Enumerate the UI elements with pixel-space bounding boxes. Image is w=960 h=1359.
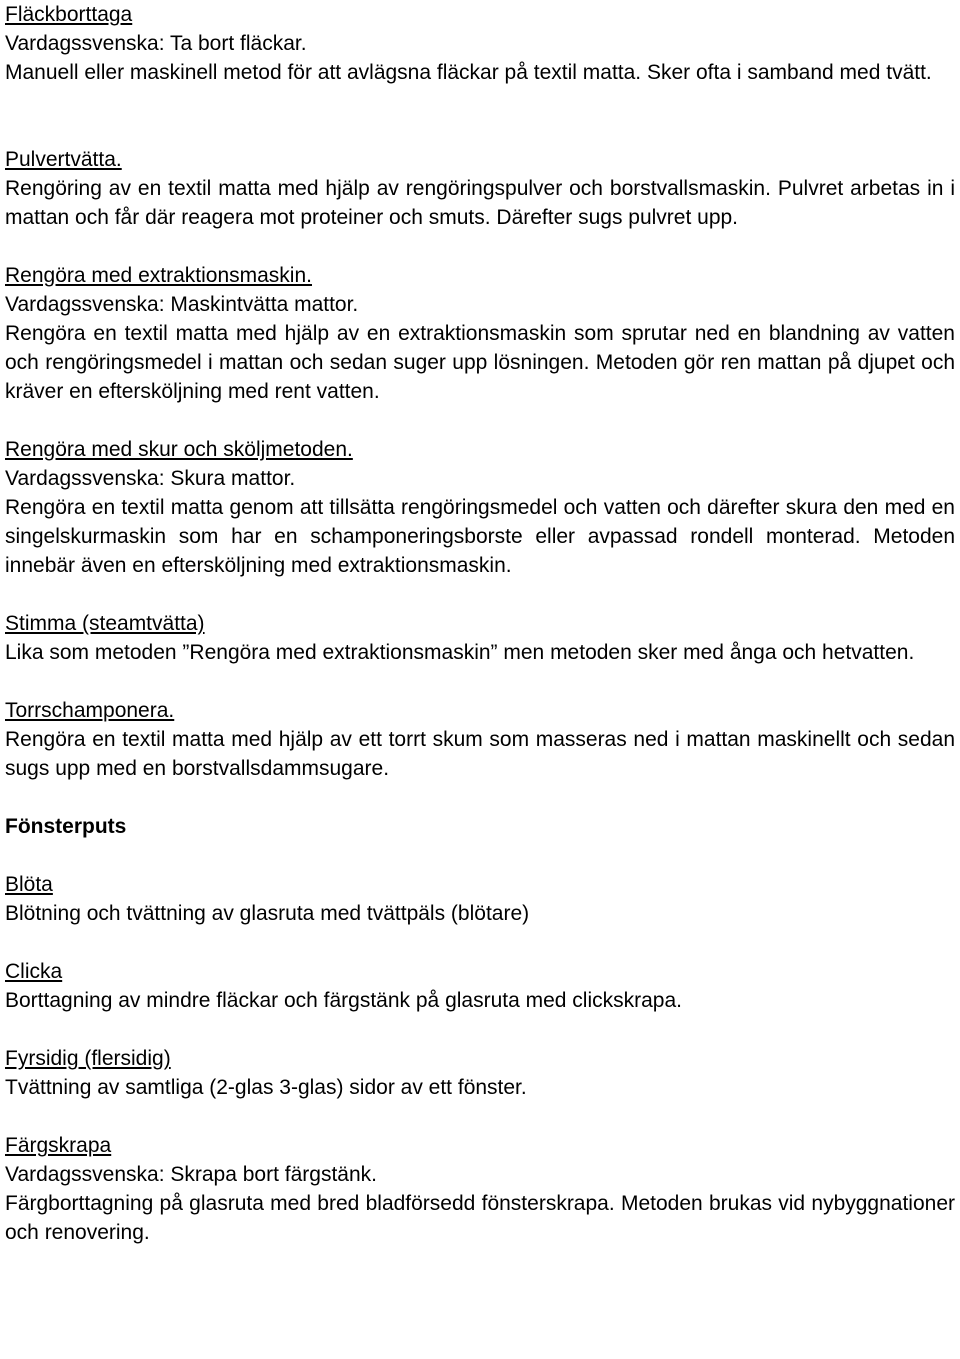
definition-text: Borttagning av mindre fläckar och färgstänk på glasruta med clickskrapa. — [5, 989, 682, 1012]
definition-text: Blötning och tvättning av glasruta med tvättpäls (blötare) — [5, 902, 530, 925]
glossary-entry-stimma — [5, 609, 955, 667]
definition-text: Lika som metoden ”Rengöra med extraktionsmaskin” men metoden sker med ånga och hetvatten. — [5, 641, 915, 664]
glossary-entry-torrschamponera — [5, 696, 955, 783]
section-fonsterputs — [5, 812, 955, 841]
definition-text: Rengöra en textil matta med hjälp av ett torrt skum som masseras ned i mattan maskinellt och sedan sugs upp med en borstvallsdammsugare. — [5, 728, 955, 780]
term-heading: Torrschamponera. — [5, 699, 175, 722]
definition-text: Rengöra en textil matta genom att tillsätta rengöringsmedel och vatten och därefter skura den med en singelskurmaskin som har en schamponeringsborste eller avpassad rondell monterad. Metoden innebär även en eftersköljning med extraktionsmaskin. — [5, 496, 955, 577]
term-heading: Pulvertvätta. — [5, 148, 122, 171]
term-heading: Clicka — [5, 960, 63, 983]
definition-text: Färgborttagning på glasruta med bred bladförsedd fönsterskrapa. Metoden brukas vid nybyggnationer och renovering. — [5, 1192, 955, 1244]
definition-text: Rengöra en textil matta med hjälp av en extraktionsmaskin som sprutar ned en blandning av vatten och rengöringsmedel i mattan och sedan suger upp lösningen. Metoden gör ren mattan på djupet och kräver en eftersköljning med rent vatten. — [5, 322, 955, 403]
term-heading: Rengöra med extraktionsmaskin. — [5, 264, 312, 287]
term-heading: Rengöra med skur och sköljmetoden. — [5, 438, 353, 461]
term-heading: Fläckborttaga — [5, 3, 133, 26]
colloquial-text: Vardagssvenska: Ta bort fläckar. — [5, 32, 307, 55]
glossary-entry-pulvertvatta — [5, 145, 955, 232]
glossary-entry-fargskrapa — [5, 1131, 955, 1247]
glossary-entry-fyrsidig — [5, 1044, 955, 1102]
colloquial-text: Vardagssvenska: Skrapa bort färgstänk. — [5, 1163, 377, 1186]
colloquial-text: Vardagssvenska: Maskintvätta mattor. — [5, 293, 359, 316]
term-heading: Fyrsidig (flersidig) — [5, 1047, 171, 1070]
definition-text: Rengöring av en textil matta med hjälp av rengöringspulver och borstvallsmaskin. Pulvret arbetas in i mattan och får där reagera mot proteiner och smuts. Därefter sugs pulvret upp. — [5, 177, 955, 229]
glossary-entry-blota — [5, 870, 955, 928]
term-heading: Blöta — [5, 873, 53, 896]
glossary-entry-extraktionsmaskin — [5, 261, 955, 406]
colloquial-text: Vardagssvenska: Skura mattor. — [5, 467, 296, 490]
glossary-entry-flackborttaga — [5, 0, 955, 87]
glossary-entry-clicka — [5, 957, 955, 1015]
definition-text: Manuell eller maskinell metod för att avlägsna fläckar på textil matta. Sker ofta i samband med tvätt. — [5, 61, 932, 84]
document-page — [5, 0, 955, 1247]
term-heading: Färgskrapa — [5, 1134, 112, 1157]
term-heading: Stimma (steamtvätta) — [5, 612, 205, 635]
section-heading: Fönsterputs — [5, 815, 127, 838]
definition-text: Tvättning av samtliga (2-glas 3-glas) sidor av ett fönster. — [5, 1076, 527, 1099]
glossary-entry-skur-och-skoljmetoden — [5, 435, 955, 580]
